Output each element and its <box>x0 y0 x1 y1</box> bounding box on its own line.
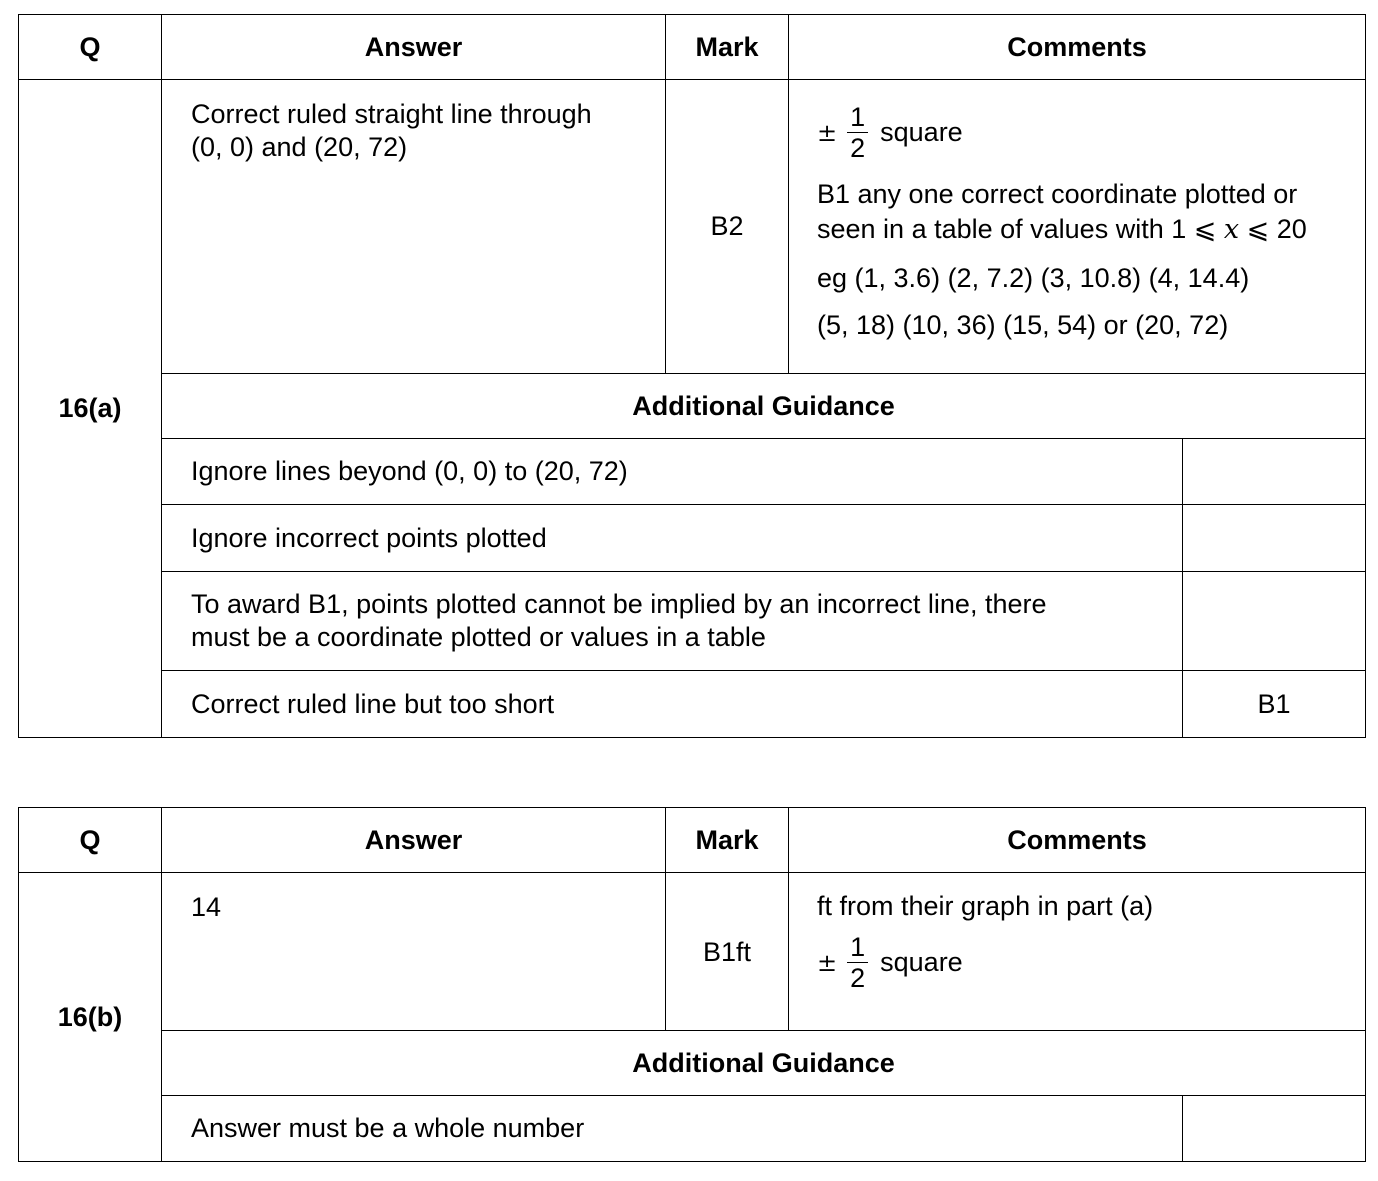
answer-line-2: (0, 0) and (20, 72) <box>191 132 408 162</box>
guidance-mark <box>1183 505 1366 572</box>
header-comments: Comments <box>789 15 1366 80</box>
guidance-title: Additional Guidance <box>162 1031 1366 1096</box>
guidance-text: Correct ruled line but too short <box>162 671 1183 738</box>
fraction <box>847 932 868 993</box>
fraction-numerator: 1 <box>847 102 868 133</box>
guidance-text-line-1: To award B1, points plotted cannot be implied by an incorrect line, there <box>191 589 1047 619</box>
half-square-tolerance <box>817 932 963 993</box>
example-line-1: eg (1, 3.6) (2, 7.2) (3, 10.8) (4, 14.4) <box>817 263 1250 293</box>
guidance-text-line-2: must be a coordinate plotted or values in a table <box>191 622 766 652</box>
mark-cell: B2 <box>666 80 789 374</box>
example-line-2: (5, 18) (10, 36) (15, 54) or (20, 72) <box>817 310 1229 340</box>
guidance-title: Additional Guidance <box>162 374 1366 439</box>
mark-scheme-table-16a <box>18 14 1366 738</box>
fraction-numerator: 1 <box>847 932 868 963</box>
guidance-row <box>19 671 1366 738</box>
b1-comment-range-end: 20 <box>1276 214 1307 244</box>
header-answer: Answer <box>162 15 666 80</box>
plus-minus-symbol: ± <box>817 118 838 147</box>
guidance-text: Ignore lines beyond (0, 0) to (20, 72) <box>162 439 1183 505</box>
fraction-denominator: 2 <box>850 133 866 163</box>
fraction <box>847 102 868 163</box>
mark-scheme-table-16b <box>18 807 1366 1162</box>
guidance-mark <box>1183 1096 1366 1162</box>
guidance-row <box>19 1096 1366 1162</box>
less-equal-symbol: ⩽ <box>1246 214 1270 245</box>
comments-cell <box>789 873 1366 1031</box>
header-row <box>19 15 1366 80</box>
guidance-row <box>19 505 1366 572</box>
mark-cell: B1ft <box>666 873 789 1031</box>
guidance-row <box>19 572 1366 671</box>
header-mark: Mark <box>666 15 789 80</box>
b1-comment-range-text: seen in a table of values with 1 <box>817 214 1187 244</box>
variable-x: x <box>1223 214 1240 245</box>
tolerance-unit: square <box>880 947 963 977</box>
b1-comment-line-2 <box>817 212 1365 247</box>
guidance-mark <box>1183 439 1366 505</box>
question-number: 16(b) <box>19 873 162 1162</box>
answer-row <box>19 80 1366 374</box>
answer-line-1: Correct ruled straight line through <box>191 99 592 129</box>
half-square-tolerance <box>817 102 963 163</box>
comment-line-1: ft from their graph in part (a) <box>817 891 1154 921</box>
guidance-row <box>19 439 1366 505</box>
header-answer: Answer <box>162 808 666 873</box>
comments-cell <box>789 80 1366 374</box>
answer-cell <box>162 80 666 374</box>
question-number: 16(a) <box>19 80 162 738</box>
header-q: Q <box>19 15 162 80</box>
less-equal-symbol: ⩽ <box>1193 214 1217 245</box>
guidance-mark <box>1183 572 1366 671</box>
answer-row <box>19 873 1366 1031</box>
guidance-text: Answer must be a whole number <box>162 1096 1183 1162</box>
guidance-text: Ignore incorrect points plotted <box>162 505 1183 572</box>
header-comments: Comments <box>789 808 1366 873</box>
plus-minus-symbol: ± <box>817 948 838 977</box>
guidance-header-row <box>19 1031 1366 1096</box>
answer-cell: 14 <box>162 873 666 1031</box>
fraction-denominator: 2 <box>850 963 866 993</box>
tolerance-unit: square <box>880 117 963 147</box>
guidance-header-row <box>19 374 1366 439</box>
b1-comment-line-1: B1 any one correct coordinate plotted or <box>817 179 1298 209</box>
guidance-mark: B1 <box>1183 671 1366 738</box>
header-q: Q <box>19 808 162 873</box>
header-mark: Mark <box>666 808 789 873</box>
header-row <box>19 808 1366 873</box>
guidance-text <box>162 572 1183 671</box>
